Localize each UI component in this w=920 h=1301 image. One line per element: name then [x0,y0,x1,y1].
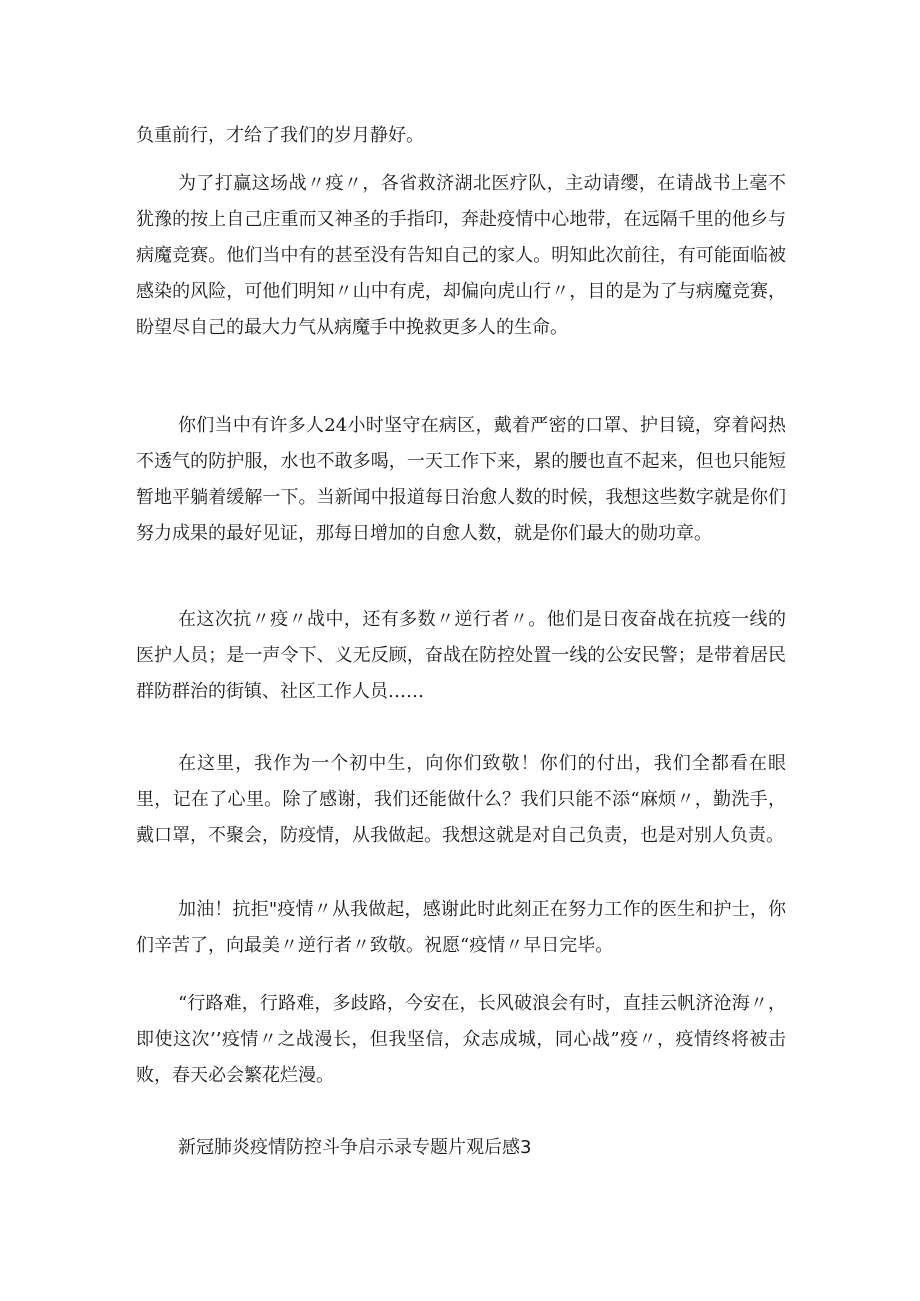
paragraph-encouragement: 加油！抗拒"疫情〃从我做起，感谢此时此刻正在努力工作的医生和护士，你们辛苦了，向最美〃逆行者〃致敬。祝愿“疫情〃早日完毕。 [136,899,786,956]
paragraph-medical-teams: 为了打赢这场战〃疫〃，各省救济湖北医疗队，主动请缨，在请战书上毫不犹豫的按上自己庄重而又神圣的手指印，奔赴疫情中心地带，在远隔千里的他乡与病魔竞赛。他们当中有的甚至没有告知自己的家人。明知此次前往，有可能面临被感染的风险，可他们明知〃山中有虎，却偏向虎山行〃，目的是为了与病魔竞赛，盼望尽自己的最大力气从病魔手中挽救更多人的生命。 [136,173,786,338]
paragraph-salute: 在这里，我作为一个初中生，向你们致敬！你们的付出，我们全都看在眼里，记在了心里。除了感谢，我们还能做什么？我们只能不添“麻烦〃，勤洗手，戴口罩，不聚会，防疫情，从我做起。我想这就是对自己负责，也是对别人负责。 [136,753,786,846]
section-heading: 新冠肺炎疫情防控斗争启示录专题片观后感3 [178,1137,532,1158]
paragraph-retrogrades: 在这次抗〃疫〃战中，还有多数〃逆行者〃。他们是日夜奋战在抗疫一线的医护人员；是一声令下、义无反顾，奋战在防控处置一线的公安民警；是带着居民群防群治的街镇、社区工作人员…… [136,609,786,702]
paragraph-continuation: 负重前行，才给了我们的岁月静好。 [136,125,424,146]
paragraph-24-hours: 你们当中有许多人24小时坚守在病区，戴着严密的口罩、护目镜，穿着闷热不透气的防护服，水也不敢多喝，一天工作下来，累的腰也直不起来，但也只能短暂地平躺着缓解一下。当新闻中报道每日治愈人数的时候，我想这些数字就是你们努力成果的最好见证，那每日增加的自愈人数，就是你们最大的勋功章。 [136,415,786,544]
paragraph-poem: “行路难，行路难，多歧路，今安在，长风破浪会有时，直挂云帆济沧海〃，即使这次’’疫情〃之战漫长，但我坚信，众志成城，同心战”疫〃，疫情终将被击败，春天必会繁花烂漫。 [136,993,786,1086]
